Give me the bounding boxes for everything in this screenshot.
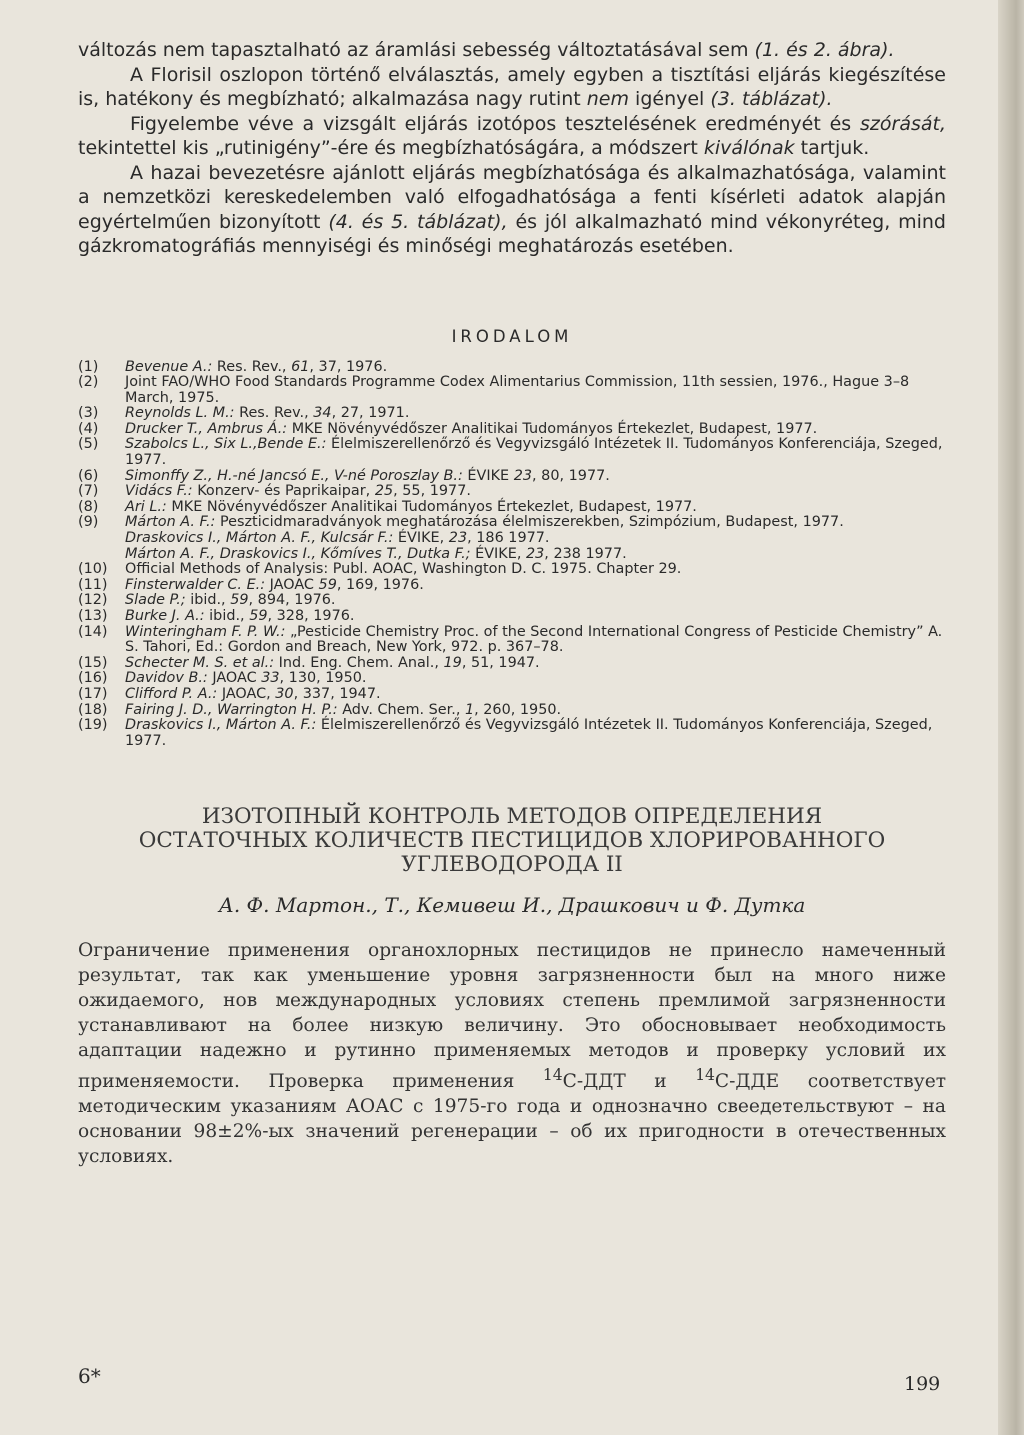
reference-volume: 59 — [318, 576, 337, 593]
reference-author: Schecter M. S. et al.: — [125, 654, 275, 671]
reference-author: Vidács F.: — [125, 483, 193, 500]
reference-item — [78, 469, 946, 485]
reference-source: Élelmiszerellenőrző és Vegyvizsgáló Intézetek II. Tudományos Konferenciája, Szeged, 1977. — [125, 436, 943, 469]
reference-author: Clifford P. A.: — [125, 685, 218, 702]
reference-source: JAOAC, — [217, 685, 276, 702]
reference-item — [78, 625, 946, 656]
reference-number: (15) — [78, 654, 108, 671]
reference-item — [78, 671, 946, 687]
reference-author: Finsterwalder C. E.: — [125, 576, 266, 593]
reference-item — [78, 703, 946, 719]
reference-author: Burke J. A.: — [125, 608, 205, 624]
page-content — [78, 38, 946, 1188]
reference-number: (19) — [78, 717, 108, 734]
reference-author: Winteringham F. P. W.: — [125, 623, 286, 640]
page-number: 199 — [904, 1373, 941, 1395]
reference-item — [78, 437, 946, 468]
reference-number: (2) — [78, 374, 99, 391]
reference-number: (5) — [78, 436, 99, 453]
reference-source: „Pesticide Chemistry Proc. of the Second International Congress of Pesticide Chemistry” A. S. Tahori, Ed.: Gordon and Breach, New York, 972. p. 367–78. — [125, 623, 943, 656]
isotope-superscript: 14 — [695, 1066, 715, 1085]
reference-volume: 23 — [525, 545, 545, 562]
reference-author: Márton A. F.: — [125, 514, 216, 531]
reference-source: MKE Növényvédőszer Analitikai Tudományos Értekezlet, Budapest, 1977. — [287, 420, 818, 437]
reference-details: , 55, 1977. — [393, 483, 471, 500]
reference-author: Reynolds L. M.: — [125, 405, 235, 422]
reference-volume: 19 — [443, 654, 462, 671]
reference-author: Szabolcs L., Six L.,Bende E.: — [125, 436, 327, 453]
reference-source: MKE Növényvédőszer Analitikai Tudományos Értekezlet, Budapest, 1977. — [166, 498, 697, 515]
reference-author: Márton A. F., Draskovics I., Kőmíves T., Dutka F.; — [125, 545, 471, 562]
reference-item — [78, 656, 946, 672]
russian-title-line-3: УГЛЕВОДОРОДА II — [401, 852, 623, 878]
russian-abstract: Ограничение применения органохлорных пестицидов не принесло намеченный результат, так как уменьшение уровня загрязненности был на много ниже ожидаемого, нов международных условиях степень премлимой загрязненности устанавливают на более низкую величину. Это обосновывает необходимость адаптации надежно и рутинно применяемых методов и проверку условий их применяемости. Проверка применения $^{14}$С-ДДТ и $^{14}$С-ДДЕ соответствует методическим указаниям АОАС с 1975-го года и однозначно свеедетельствуют – на основании 98±2%-ых значений регенерации – об их пригодности в отечественных условиях. — [78, 940, 946, 1167]
reference-details: , 51, 1947. — [461, 654, 540, 671]
paragraph-3: Figyelembe véve a vizsgált eljárás izotópos tesztelésének eredményét és szórását, tekintettel kis „rutinigény”-ére és megbízhatóságára, a módszert kiválónak tartjuk. — [78, 112, 946, 159]
reference-details: , 80, 1977. — [532, 467, 610, 484]
reference-number: (11) — [78, 576, 108, 593]
reference-item — [78, 593, 946, 609]
paragraph-2: A Florisil oszlopon történő elválasztás, amely egyben a tisztítási eljárás kiegészítése is, hatékony és megbízható; alkalmazása nagy rutint nem igényel (3. táblázat). — [78, 63, 946, 110]
reference-source: ibid., — [204, 608, 250, 624]
references-list — [78, 360, 946, 750]
reference-number: (7) — [78, 483, 99, 500]
reference-volume: 59 — [249, 608, 268, 624]
reference-source: Res. Rev., — [212, 358, 292, 375]
reference-source: Peszticidmaradványok meghatározása élelmiszerekben, Szimpózium, Budapest, 1977. — [215, 514, 844, 531]
paragraph-1: változás nem tapasztalható az áramlási sebesség változtatásával sem (1. és 2. ábra). — [78, 39, 895, 61]
reference-item — [78, 547, 946, 563]
reference-details: , 169, 1976. — [336, 576, 424, 593]
reference-volume: 34 — [313, 405, 332, 422]
reference-volume: 61 — [291, 358, 310, 375]
reference-item — [78, 484, 946, 500]
reference-author: Draskovics I., Márton A. F., Kulcsár F.: — [125, 530, 394, 547]
isotope-superscript: 14 — [542, 1066, 563, 1085]
reference-details: , 130, 1950. — [279, 670, 367, 687]
russian-title-line-2: ОСТАТОЧНЫХ КОЛИЧЕСТВ ПЕСТИЦИДОВ ХЛОРИРОВАННОГО — [138, 828, 886, 854]
reference-volume: 23 — [448, 530, 468, 547]
reference-item — [78, 360, 946, 376]
reference-item — [78, 718, 946, 749]
reference-volume: 59 — [230, 592, 249, 609]
reference-author: Davidov B.: — [125, 670, 208, 687]
reference-source: JAOAC — [207, 670, 262, 687]
reference-details: , 27, 1971. — [331, 405, 410, 422]
russian-title — [78, 805, 946, 877]
russian-title-line-1: ИЗОТОПНЫЙ КОНТРОЛЬ МЕТОДОВ ОПРЕДЕЛЕНИЯ — [201, 804, 823, 830]
reference-item — [78, 375, 946, 406]
reference-author: Simonffy Z., H.-né Jancsó E., V-né Poroszlay B.: — [125, 467, 463, 484]
reference-author: Draskovics I., Márton A. F.: — [125, 717, 317, 734]
reference-item — [78, 500, 946, 516]
reference-item — [78, 687, 946, 703]
footer-signature-mark: 6* — [78, 1364, 101, 1388]
reference-volume: 33 — [261, 670, 280, 687]
reference-item — [78, 515, 946, 531]
scan-edge — [998, 0, 1024, 1435]
reference-source: Joint FAO/WHO Food Standards Programme Codex Alimentarius Commission, 11th sessien, 1976., Hague 3–8 March, 1975. — [125, 374, 910, 406]
reference-number: (9) — [78, 514, 99, 531]
russian-authors: А. Ф. Мартон., Т., Кемивеш И., Драшкович и Ф. Дутка — [218, 893, 806, 918]
reference-author: Bevenue A.: — [125, 358, 213, 375]
reference-details: , 328, 1976. — [267, 608, 355, 624]
reference-source: Official Methods of Analysis: Publ. AOAC, Washington D. C. 1975. Chapter 29. — [125, 561, 682, 578]
reference-number: (3) — [78, 405, 99, 422]
reference-author: Ari L.: — [125, 498, 167, 515]
reference-number: (12) — [78, 592, 108, 609]
reference-source: ibid., — [185, 592, 231, 609]
reference-volume: 25 — [374, 483, 394, 500]
reference-number: (10) — [78, 561, 108, 578]
reference-details: , 894, 1976. — [248, 592, 336, 609]
reference-source: Élelmiszerellenőrző és Vegyvizsgáló Intézetek II. Tudományos Konferenciája, Szeged, 1977. — [125, 717, 933, 749]
reference-item — [78, 406, 946, 422]
reference-author: Slade P.; — [125, 592, 186, 609]
reference-number: (8) — [78, 498, 99, 515]
reference-number: (17) — [78, 685, 108, 702]
reference-number: (1) — [78, 358, 99, 375]
reference-details: , 337, 1947. — [293, 685, 381, 702]
reference-source: Konzerv- és Paprikaipar, — [192, 483, 375, 500]
reference-number: (4) — [78, 420, 99, 437]
reference-number: (6) — [78, 467, 99, 484]
references-heading: IRODALOM — [451, 326, 573, 346]
paragraph-4: A hazai bevezetésre ajánlott eljárás megbízhatósága és alkalmazhatósága, valamint a nemzetközi kereskedelemben való elfogadhatósága a fenti kísérleti adatok alapján egyértelműen bizonyított (4. és 5. táblázat), és jól alkalmazható mind vékonyréteg, mind gázkromatográfiás mennyiségi és minőségi meghatározás esetében. — [78, 161, 946, 257]
reference-source: ÉVIKE, — [393, 530, 449, 547]
reference-item — [78, 531, 946, 547]
reference-source: Res. Rev., — [234, 405, 314, 422]
reference-author: Fairing J. D., Warrington H. P.: — [125, 701, 338, 718]
reference-number: (16) — [78, 670, 108, 687]
reference-item — [78, 562, 946, 578]
reference-details: , 238 1977. — [544, 545, 627, 562]
reference-details: , 260, 1950. — [474, 701, 562, 718]
reference-author: Drucker T., Ambrus Á.: — [125, 420, 288, 437]
reference-volume: 23 — [513, 467, 533, 484]
reference-source: ÉVIKE, — [470, 545, 526, 562]
reference-source: Ind. Eng. Chem. Anal., — [274, 654, 444, 671]
reference-source: JAOAC — [265, 576, 319, 593]
reference-source: Adv. Chem. Ser., — [337, 701, 465, 718]
reference-number: (18) — [78, 701, 108, 718]
reference-item — [78, 578, 946, 594]
reference-volume: 30 — [275, 685, 294, 702]
reference-source: ÉVIKE — [462, 467, 514, 484]
reference-details: , 37, 1976. — [309, 358, 388, 375]
reference-details: , 186 1977. — [467, 530, 550, 547]
reference-volume: 1 — [464, 701, 475, 718]
reference-number: (14) — [78, 623, 108, 640]
reference-number: (13) — [78, 608, 108, 624]
reference-item — [78, 609, 946, 625]
